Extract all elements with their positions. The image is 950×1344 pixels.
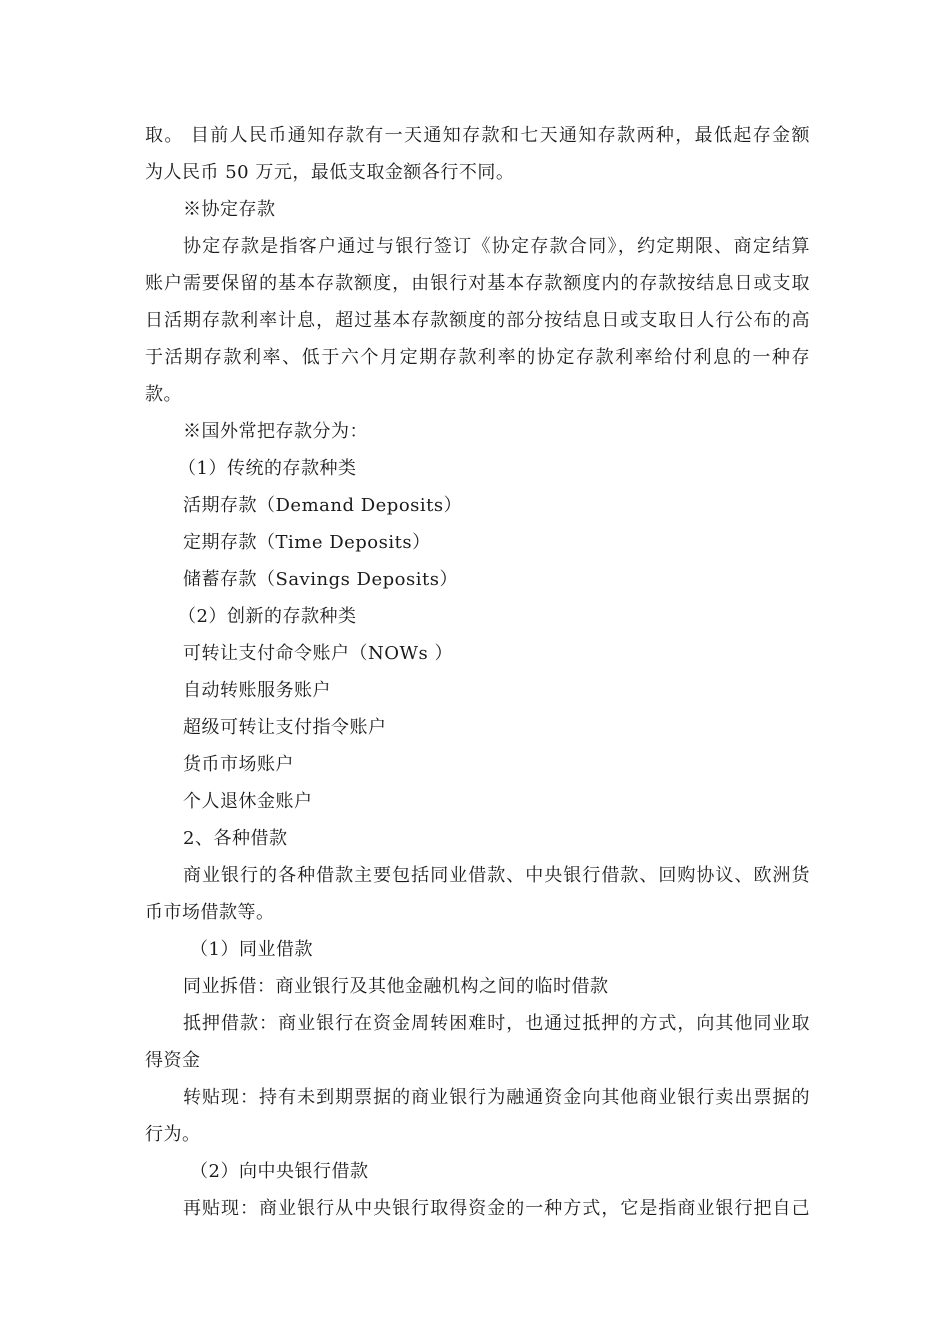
list-item: 定期存款（Time Deposits） [183, 532, 431, 553]
list-item: 超级可转让支付指令账户 [183, 717, 387, 738]
paragraph-line: 转贴现：持有未到期票据的商业银行为融通资金向其他商业银行卖出票据的 [183, 1087, 810, 1108]
paragraph-line: 取。 目前人民币通知存款有一天通知存款和七天通知存款两种，最低起存金额 [145, 125, 810, 146]
list-heading: （1）同业借款 [190, 939, 313, 960]
list-heading: （1）传统的存款种类 [178, 458, 357, 479]
list-heading: （2）创新的存款种类 [178, 606, 357, 627]
paragraph-line: 账户需要保留的基本存款额度，由银行对基本存款额度内的存款按结息日或支取 [145, 273, 810, 294]
paragraph-line: 商业银行的各种借款主要包括同业借款、中央银行借款、回购协议、欧洲货 [183, 865, 810, 886]
paragraph-line: 同业拆借：商业银行及其他金融机构之间的临时借款 [183, 976, 609, 997]
list-item: 个人退休金账户 [183, 791, 313, 812]
paragraph-line: 得资金 [145, 1050, 201, 1071]
paragraph-line: 款。 [145, 384, 182, 405]
paragraph-line: 日活期存款利率计息，超过基本存款额度的部分按结息日或支取日人行公布的高 [145, 310, 810, 331]
list-item: 储蓄存款（Savings Deposits） [183, 569, 458, 590]
list-heading: （2）向中央银行借款 [190, 1161, 369, 1182]
paragraph-line: 于活期存款利率、低于六个月定期存款利率的协定存款利率给付利息的一种存 [145, 347, 810, 368]
paragraph-line: 再贴现：商业银行从中央银行取得资金的一种方式，它是指商业银行把自己 [183, 1198, 810, 1219]
paragraph-line: 为人民币 50 万元，最低支取金额各行不同。 [145, 162, 515, 183]
paragraph-line: 行为。 [145, 1124, 201, 1145]
paragraph-line: 协定存款是指客户通过与银行签订《协定存款合同》，约定期限、商定结算 [183, 236, 810, 257]
list-item: 活期存款（Demand Deposits） [183, 495, 463, 516]
section-heading: ※国外常把存款分为： [183, 421, 368, 442]
section-heading: ※协定存款 [183, 199, 276, 220]
list-item: 自动转账服务账户 [183, 680, 331, 701]
paragraph-line: 抵押借款：商业银行在资金周转困难时，也通过抵押的方式，向其他同业取 [183, 1013, 810, 1034]
list-item: 可转让支付命令账户（NOWs ） [183, 643, 453, 664]
paragraph-line: 币市场借款等。 [145, 902, 275, 923]
section-heading: 2、各种借款 [183, 828, 288, 849]
list-item: 货币市场账户 [183, 754, 294, 775]
